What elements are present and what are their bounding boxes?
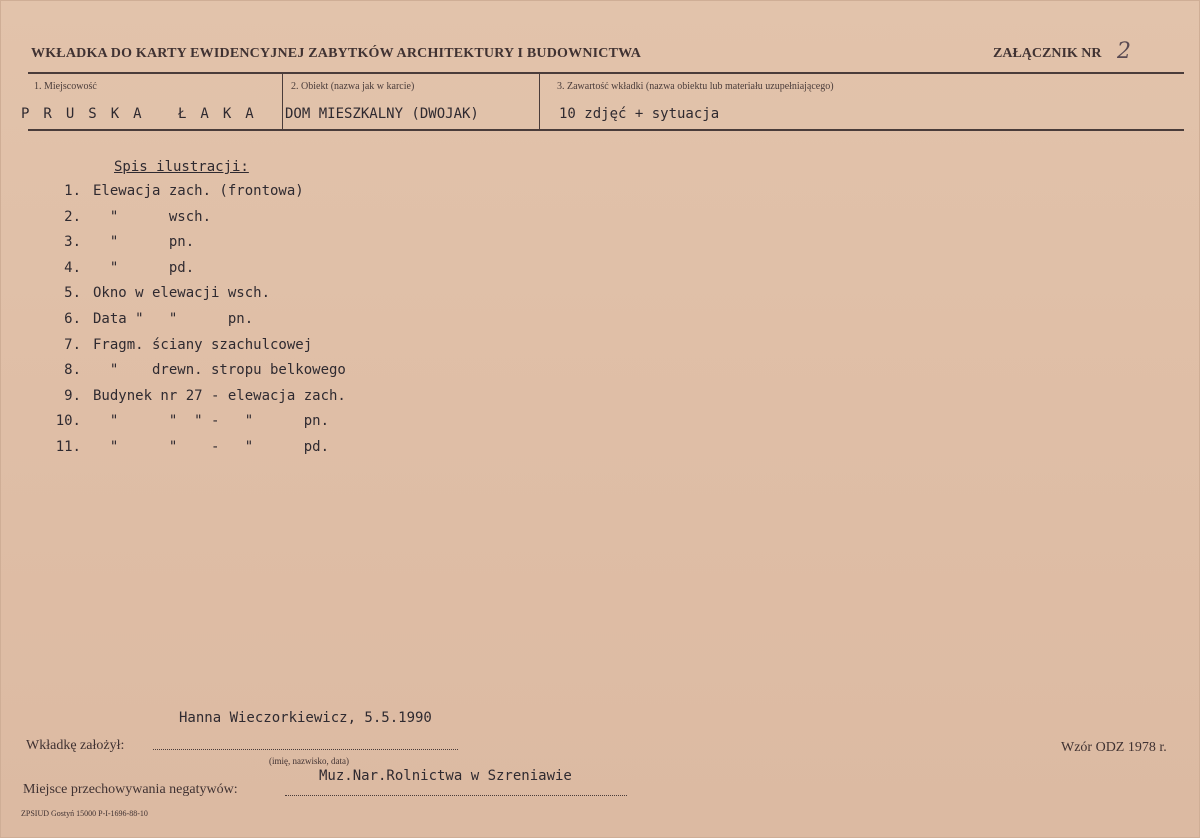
illustration-number: 3. <box>64 234 81 251</box>
illustration-number: 11. <box>55 439 81 455</box>
locality-label: 1. Miejscowość <box>34 81 97 92</box>
illustration-number: 1. <box>64 183 81 199</box>
template-label: Wzór ODZ 1978 r. <box>1061 740 1167 755</box>
annex-number: 2 <box>1117 39 1131 64</box>
fields-rule <box>28 129 1184 131</box>
content-value: 10 zdjęć + sytuacja <box>559 106 720 122</box>
illustration-number: 6. <box>64 311 81 327</box>
illustration-text: Okno w elewacji wsch. <box>93 285 271 302</box>
illustration-number: 7. <box>64 336 81 353</box>
object-value: DOM MIESZKALNY (DWOJAK) <box>285 106 479 122</box>
illustration-number: 8. <box>64 362 81 379</box>
header-rule <box>28 72 1184 74</box>
founded-by-label: Wkładkę założył: <box>26 738 125 753</box>
illustration-text: " pd. <box>93 259 195 276</box>
founded-by-line <box>153 749 458 750</box>
illustration-text: Data " " pn. <box>93 311 254 327</box>
illustration-text: " wsch. <box>93 208 212 225</box>
illustration-number: 4. <box>64 259 81 276</box>
object-label: 2. Obiekt (nazwa jak w karcie) <box>291 81 415 92</box>
field-divider-2 <box>539 74 540 129</box>
storage-label: Miejsce przechowywania negatywów: <box>23 782 238 797</box>
content-label: 3. Zawartość wkładki (nazwa obiektu lub materiału uzupełniającego) <box>557 81 834 92</box>
illustration-text: " drewn. stropu belkowego <box>93 362 346 379</box>
signer-entry: Hanna Wieczorkiewicz, 5.5.1990 <box>179 710 432 726</box>
field-divider-1 <box>282 74 283 129</box>
storage-line <box>285 795 627 796</box>
card-title: WKŁADKA DO KARTY EWIDENCYJNEJ ZABYTKÓW ARCHITEKTURY I BUDOWNICTWA <box>31 46 642 61</box>
illustration-number: 5. <box>64 285 81 302</box>
locality-value: PRUSKA ŁAKA <box>21 106 268 122</box>
founded-by-hint: (imię, nazwisko, data) <box>269 756 349 766</box>
annex-label: ZAŁĄCZNIK NR <box>993 46 1102 61</box>
illustration-number: 2. <box>64 208 81 225</box>
printer-note: ZPSIUD Gostyń 15000 P-I-1696-88-10 <box>21 809 148 818</box>
storage-value: Muz.Nar.Rolnictwa w Szreniawie <box>319 768 572 784</box>
illustration-text: Budynek nr 27 - elewacja zach. <box>93 387 346 404</box>
illustration-text: " " - " pd. <box>93 439 330 455</box>
illustration-text: " pn. <box>93 234 195 251</box>
illustrations-title: Spis ilustracji: <box>114 159 249 175</box>
illustration-text: " " " - " pn. <box>93 413 330 430</box>
illustration-number: 10. <box>55 413 81 430</box>
illustration-text: Fragm. ściany szachulcowej <box>93 336 313 353</box>
illustration-number: 9. <box>64 387 81 404</box>
illustration-text: Elewacja zach. (frontowa) <box>93 183 304 199</box>
